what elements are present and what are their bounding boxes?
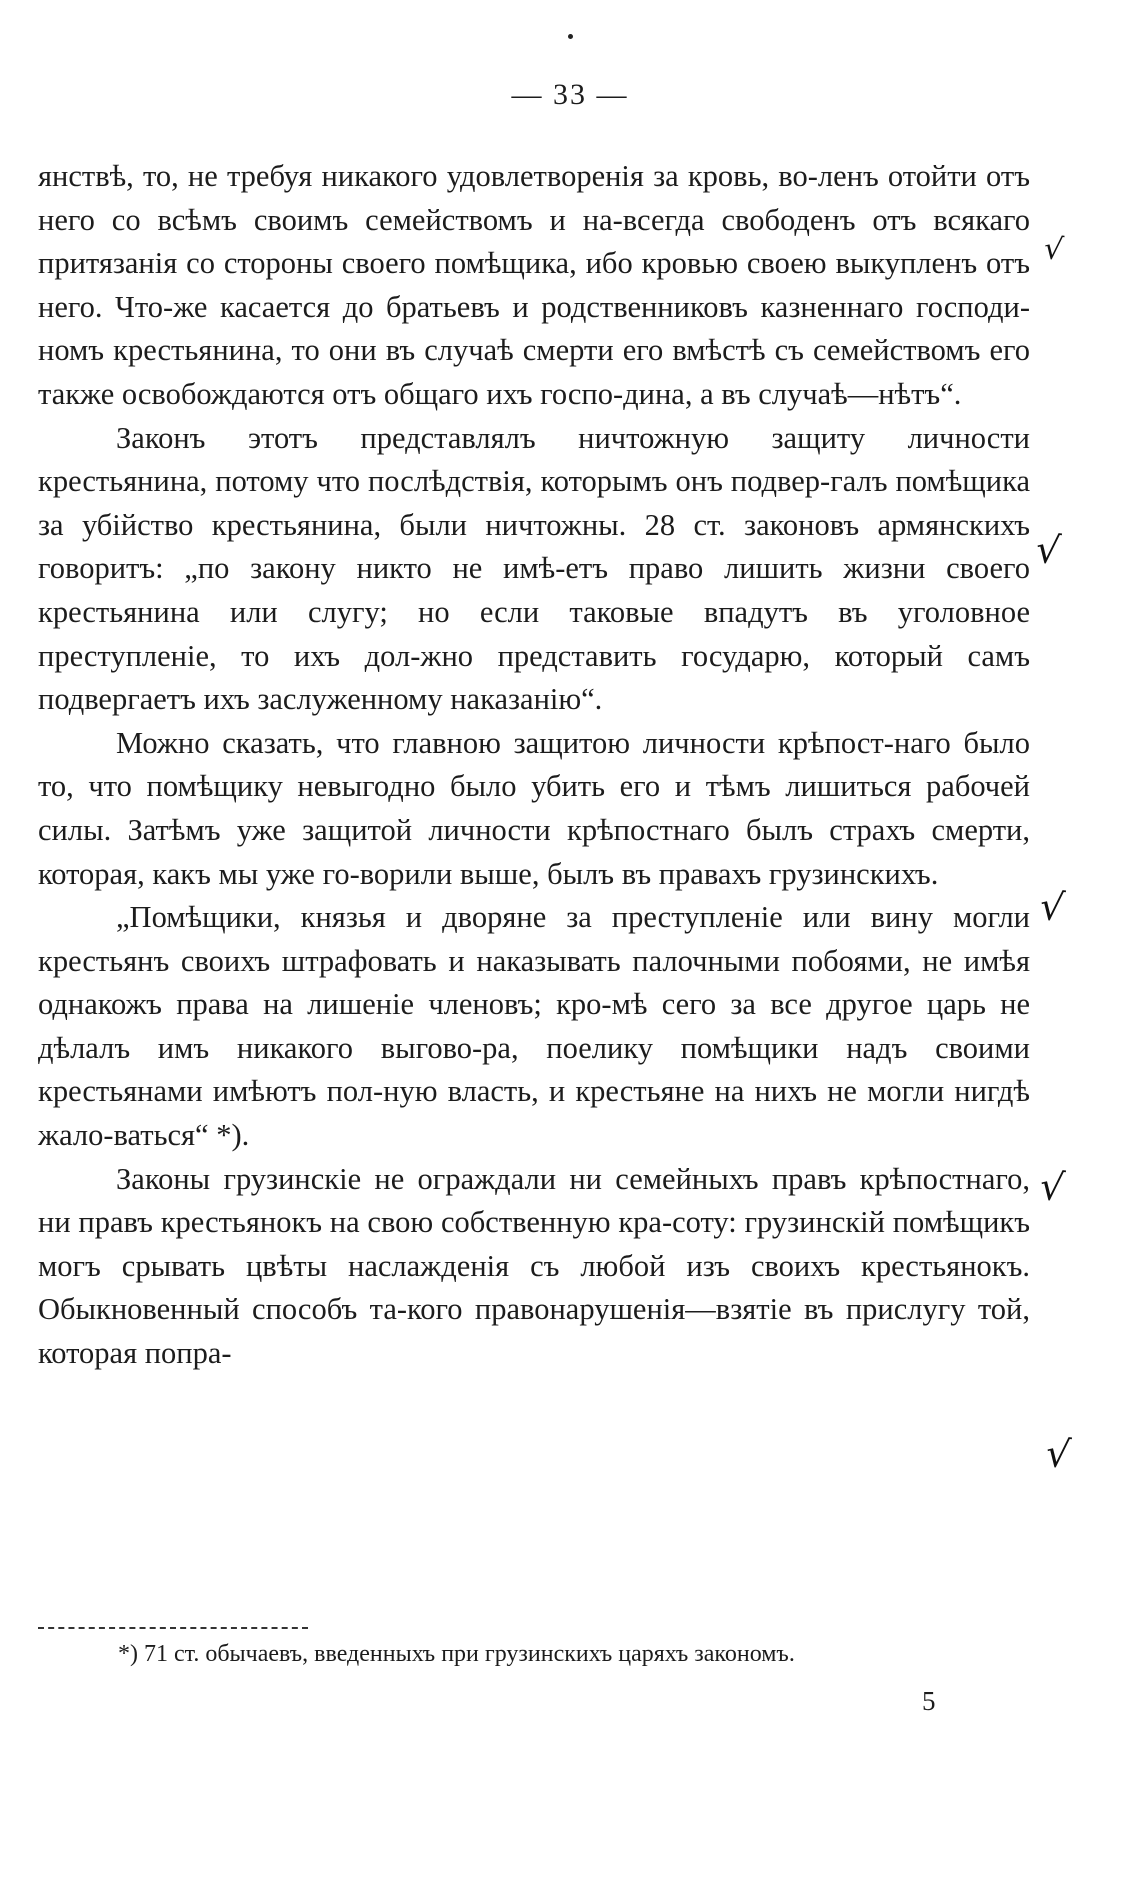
- paragraph-2: Законъ этотъ представлялъ ничтожную защиту личности крестьянина, потому что послѣдствія, которымъ онъ подвер-галъ помѣщика за убійство крестьянина, были ничтожны. 28 ст. законовъ армянскихъ говоритъ: „по закону никто не имѣ-етъ право лишить жизни своего крестьянина или слугу; но если таковые впадутъ въ уголовное преступленіе, то ихъ дол-жно представить государю, который самъ подвергаетъ ихъ заслуженному наказанію“.: [38, 420, 1030, 717]
- footnote: *) 71 ст. обычаевъ, введенныхъ при грузинскихъ царяхъ закономъ.: [118, 1641, 795, 1667]
- signature-mark: 5: [922, 1686, 936, 1716]
- margin-check-mark-icon: √: [1037, 1163, 1067, 1211]
- paragraph-5: Законы грузинскіе не ограждали ни семейныхъ правъ крѣпостнаго, ни правъ крестьянокъ на свою собственную кра-соту: грузинскій помѣщикъ могъ срывать цвѣты наслажденія съ любой изъ своихъ крестьянокъ. Обыкновенный способъ та-кого правонарушенія—взятіе въ прислугу той, которая попра-: [38, 1161, 1030, 1371]
- margin-check-mark-icon: √: [1042, 231, 1065, 268]
- paragraph-1: янствѣ, то, не требуя никакого удовлетворенія за кровь, во-ленъ отойти отъ него со всѣмъ своимъ семействомъ и на-всегда свободенъ отъ всякаго притязанія со стороны своего помѣщика, ибо кровью своею выкупленъ отъ него. Что-же касается до братьевъ и родственниковъ казненнаго господи-номъ крестьянина, то они въ случаѣ смерти его вмѣстѣ съ семействомъ его также освобождаются отъ общаго ихъ госпо-дина, а въ случаѣ—нѣтъ“.: [38, 159, 1030, 411]
- paragraph-3: Можно сказать, что главною защитою личности крѣпост-наго было то, что помѣщику невыгодно было убить его и тѣмъ лишиться рабочей силы. Затѣмъ уже защитой личности крѣпостнаго былъ страхъ смерти, которая, какъ мы уже го-ворили выше, былъ въ правахъ грузинскихъ.: [38, 725, 1030, 891]
- margin-check-mark-icon: √: [1043, 1430, 1073, 1478]
- margin-check-mark-icon: √: [1033, 526, 1063, 574]
- paragraph-4: „Помѣщики, князья и дворяне за преступленіе или вину могли крестьянъ своихъ штрафовать и наказывать палочными побоями, не имѣя однакожъ права на лишеніе членовъ; кро-мѣ сего за все другое царь не дѣлалъ имъ никакого выгово-ра, поелику помѣщики надъ своими крестьянами имѣютъ пол-ную власть, и крестьяне на нихъ не могли нигдѣ жало-ваться“ *).: [38, 900, 1030, 1153]
- margin-check-mark-icon: √: [1037, 883, 1067, 931]
- footnote-divider: [38, 1627, 308, 1629]
- ink-speck: [568, 34, 573, 39]
- page-number: — 33 —: [511, 78, 629, 111]
- body-text: [38, 155, 1030, 1376]
